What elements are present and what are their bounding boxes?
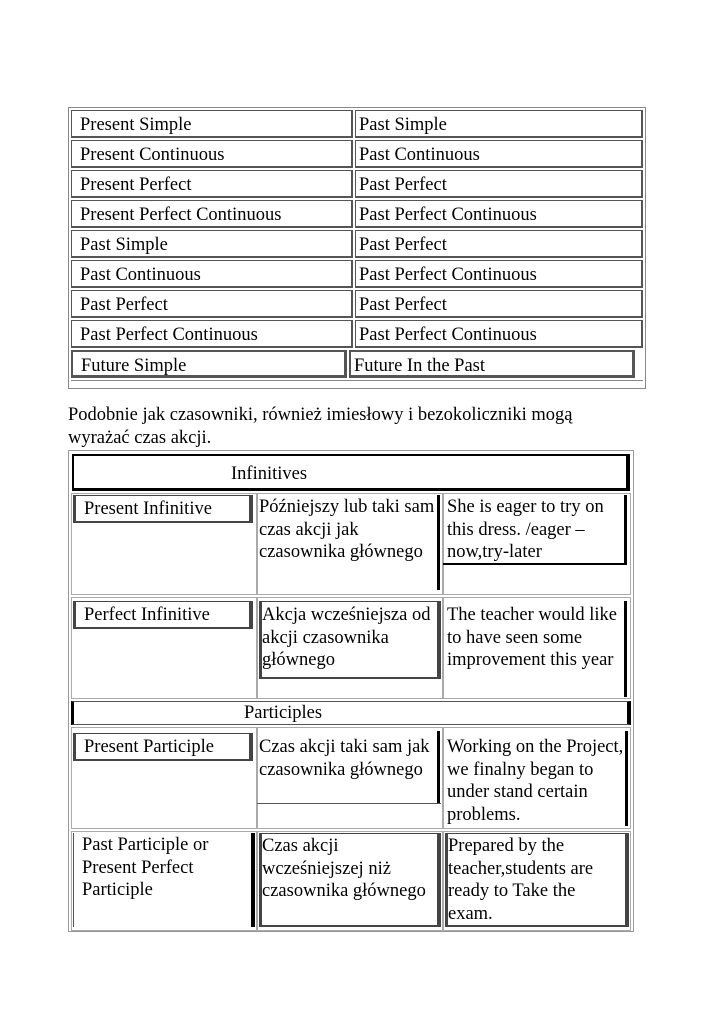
form-example: She is eager to try on this dress. /eager –now,try-later: [447, 497, 604, 562]
form-name-box: Present Infinitive: [73, 495, 253, 523]
tense-cell-right: Future In the Past: [349, 350, 635, 378]
tense-cell-right: Past Continuous: [355, 140, 643, 168]
tense-cell-right: Past Simple: [355, 110, 643, 138]
participles-header: Participles: [71, 701, 631, 725]
form-example: Working on the Project, we finalny began to under stand certain problems.: [447, 737, 624, 825]
form-example-box: Prepared by the teacher,students are ready to Take the exam.: [445, 833, 629, 927]
tense-cell-left: Present Simple: [71, 110, 353, 138]
infinitives-header: Infinitives: [72, 454, 630, 491]
tense-cell-left: Present Perfect: [71, 170, 353, 198]
tense-cell-right: Past Perfect Continuous: [355, 320, 643, 348]
cell-border: [257, 803, 441, 804]
table-footer-line: [71, 380, 643, 385]
form-example: The teacher would like to have seen some improvement this year: [447, 605, 618, 670]
cell-border: [437, 731, 440, 803]
tense-cell-right: Past Perfect: [355, 170, 643, 198]
form-description-box: Akcja wcześniejsza od akcji czasownika głównego: [259, 601, 441, 679]
form-description: Czas akcji taki sam jak czasownika głównego: [259, 737, 430, 780]
tense-cell-left: Past Perfect Continuous: [71, 320, 353, 348]
cell-border: [437, 495, 440, 590]
cell-border: [625, 731, 628, 826]
tense-cell-left: Past Simple: [71, 230, 353, 258]
form-description-box: Czas akcji wcześniejszej niż czasownika głównego: [259, 833, 441, 927]
tense-cell-right: Past Perfect Continuous: [355, 260, 643, 288]
tense-cell-right: Past Perfect Continuous: [355, 200, 643, 228]
form-name-box: Perfect Infinitive: [73, 601, 253, 629]
forms-table: [68, 450, 634, 932]
tense-cell-left: Present Perfect Continuous: [71, 200, 353, 228]
cell-border: [624, 495, 627, 565]
cell-border: [443, 563, 627, 565]
tense-cell-left: Past Perfect: [71, 290, 353, 318]
tense-cell-right: Past Perfect: [355, 230, 643, 258]
tense-cell-left: Present Continuous: [71, 140, 353, 168]
tenses-table: [68, 107, 646, 389]
form-description: Późniejszy lub taki sam czas akcji jak czasownika głównego: [259, 497, 435, 562]
tense-cell-left: Past Continuous: [71, 260, 353, 288]
form-name-box: Past Participle or Present Perfect Participle: [73, 833, 255, 927]
form-name-box: Present Participle: [73, 733, 253, 761]
intro-paragraph: Podobnie jak czasowniki, również imiesłowy i bezokoliczniki mogą wyrażać czas akcji.: [68, 405, 573, 448]
tense-cell-left: Future Simple: [71, 350, 347, 378]
tense-cell-right: Past Perfect: [355, 290, 643, 318]
cell-border: [624, 601, 627, 697]
